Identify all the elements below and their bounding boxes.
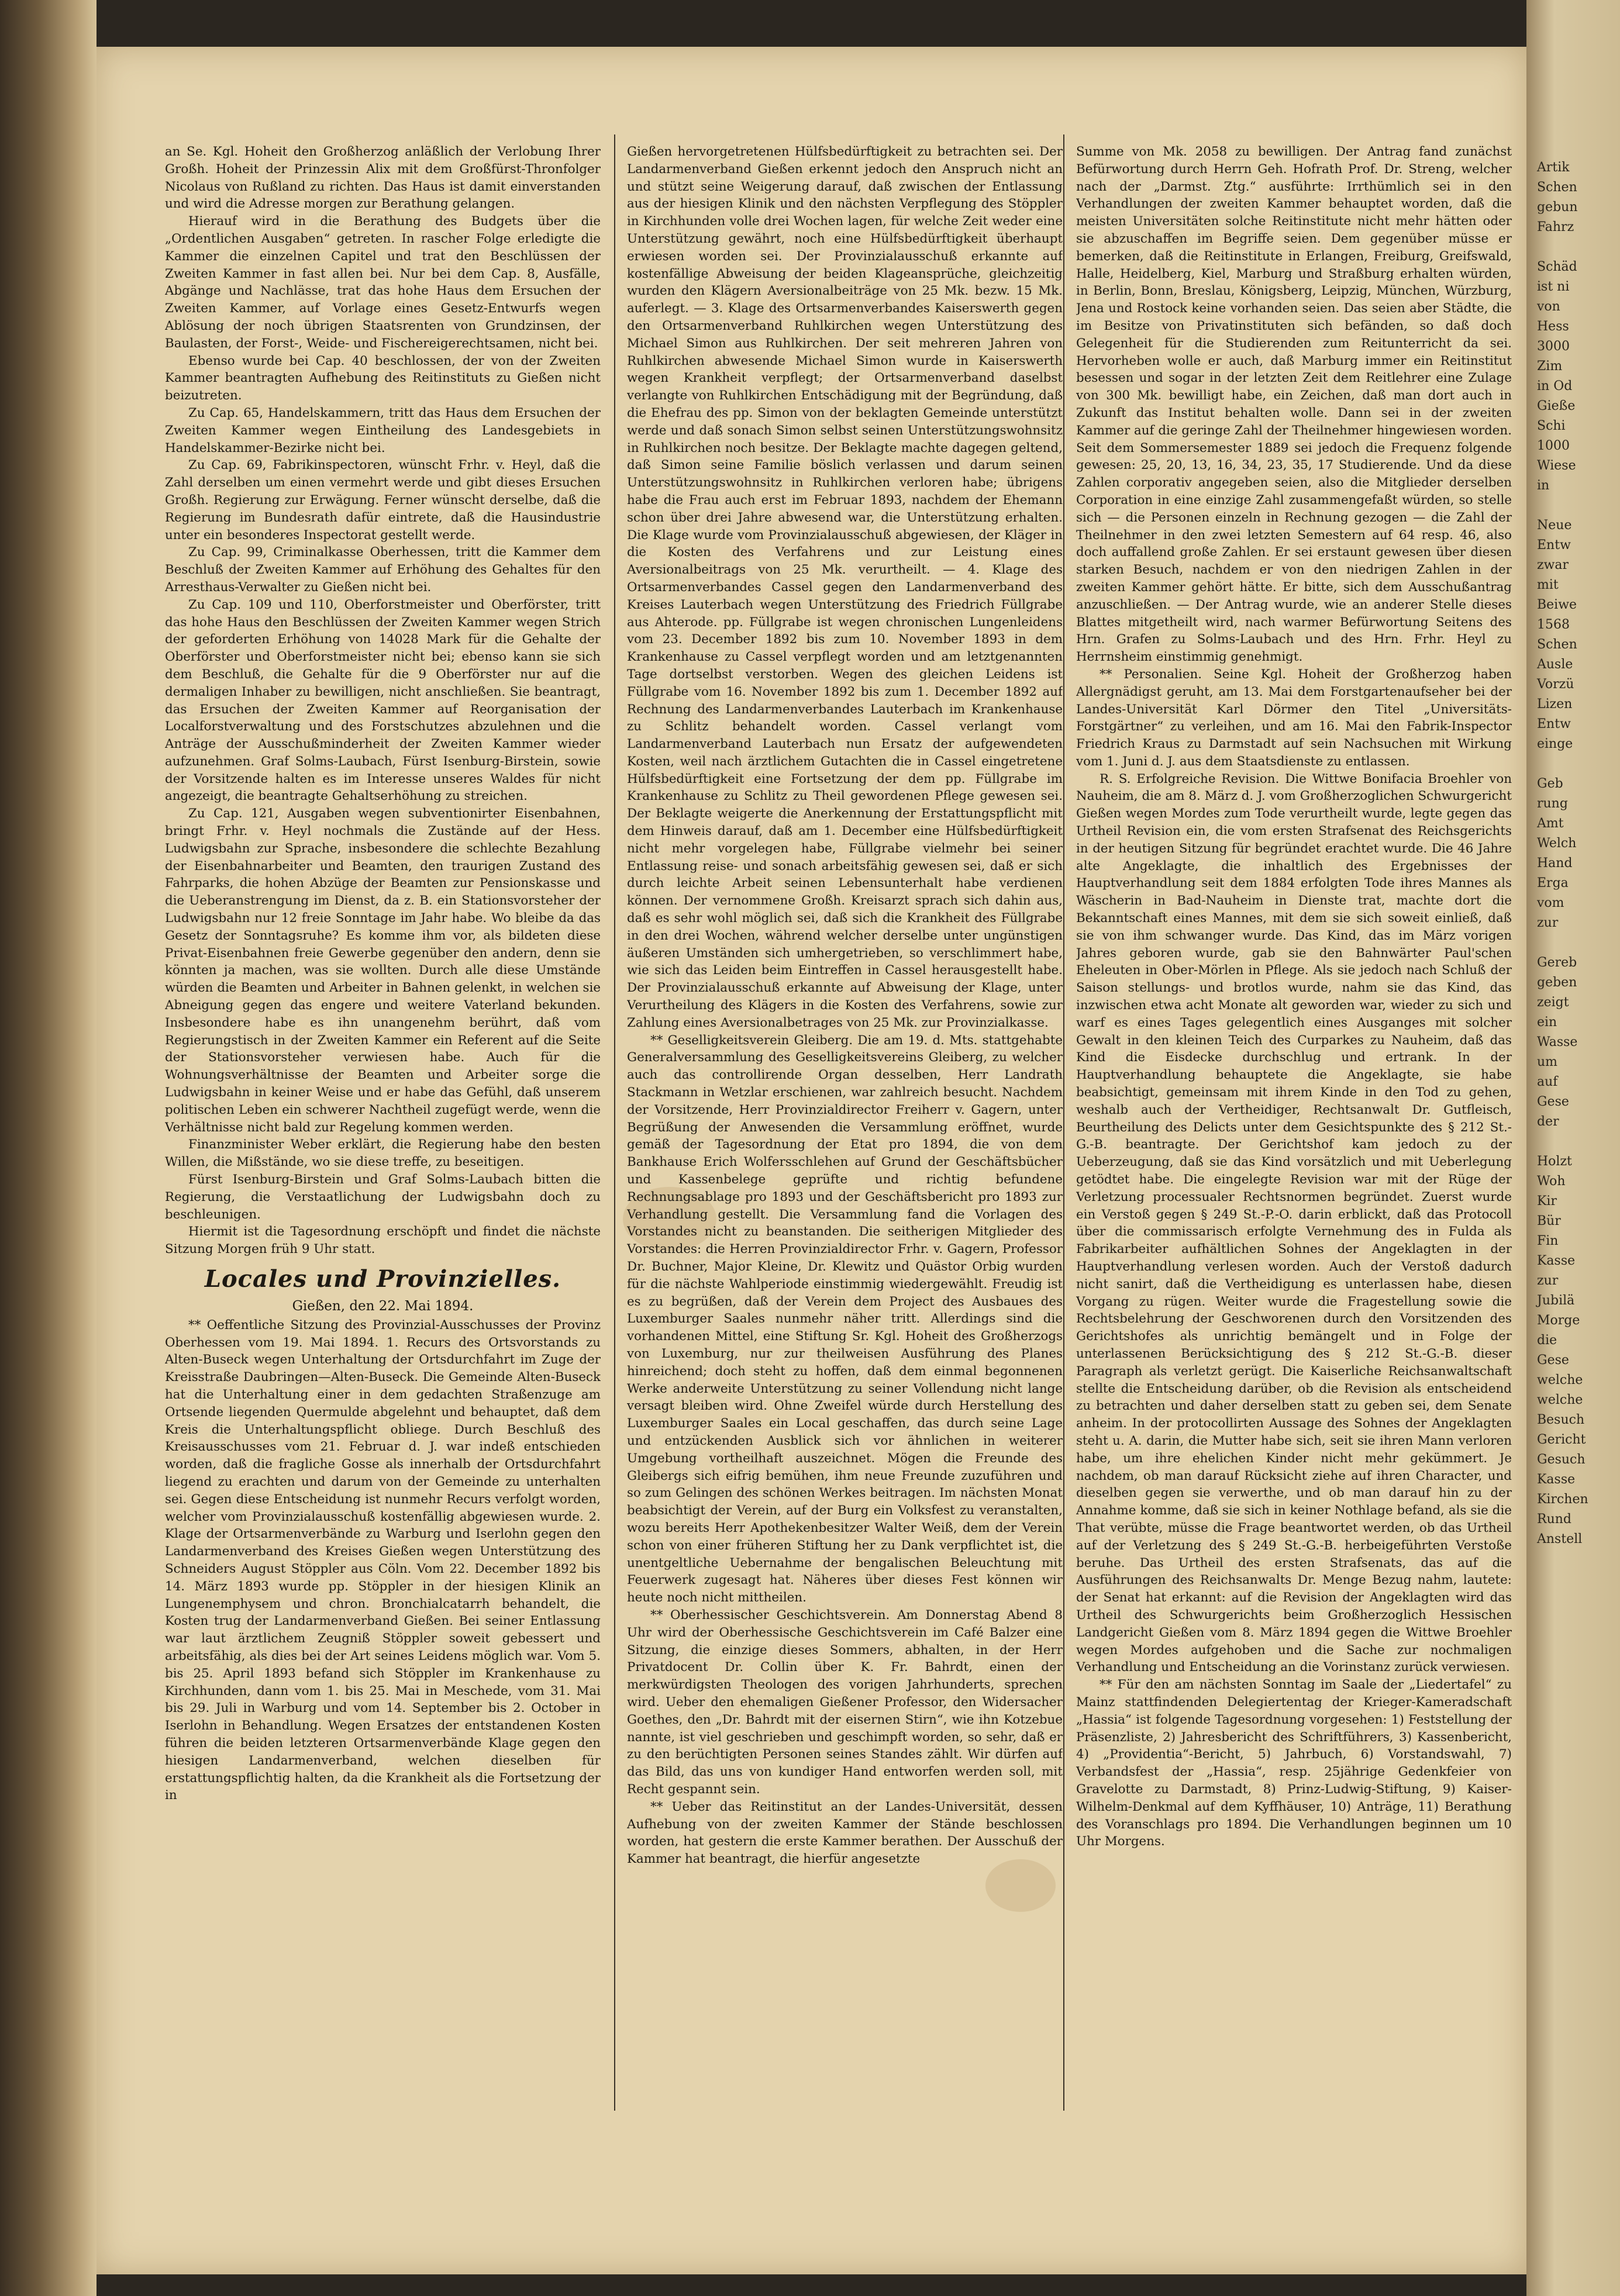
dateline: Gießen, den 22. Mai 1894. [292,1299,474,1314]
column-2 [627,143,1063,2096]
paragraph: Finanzminister Weber erklärt, die Regierung habe den besten Willen, die Mißstände, wo sie diese treffe, zu beseitigen. [165,1137,601,1170]
section-heading: Locales und Provinzielles. [204,1265,561,1293]
paragraph: ** Ueber das Reitinstitut an der Landes-Universität, dessen Aufhebung von der zweiten Kammer der Stände beschlossen worden, hat gestern die erste Kammer berathen. Der Ausschuß der Kammer hat beantragt, die hierfür angesetzte [627,1799,1063,1867]
paragraph: Zu Cap. 121, Ausgaben wegen subventionirter Eisenbahnen, bringt Frhr. v. Heyl nochmals die Zustände auf der Hess. Ludwigsbahn zur Sprache, insbesondere die schlechte Bezahlung der Eisenbahnarbeiter und Beamten, den traurigen Zustand des Fahrparks, die hohen Abzüge der Beamten zur Pensionskasse und die Ueberanstrengung im Dienst, da z. B. ein Stationsvorsteher der Ludwigsbahn nur 12 freie Sonntage im Jahr habe. Wo bleibe da das Gesetz der Sonntagsruhe? Es komme ihm vor, als bildeten diese Privat-Eisenbahnen freie Gewerbe gegenüber den andern, denn sie könnten ja machen, was sie wollten. Durch alle diese Umstände würden die Beamten und Arbeiter in Bahnen gelenkt, in welchen sie Abneigung gegen das engere und weitere Vaterland bekunden. Insbesondere habe es ihn unangenehm berührt, daß vom Regierungstisch in der Zweiten Kammer ein Referent auf die Seite der Stationsvorsteher verwiesen habe. Auch für die Wohnungsverhältnisse der Beamten und Arbeiter sorge die Ludwigsbahn in keiner Weise und er habe das Gefühl, daß unserem politischen Leben ein schwerer Nachtheil zugefügt werde, wenn die Verhältnisse nicht bald zur Regelung kommen werden. [165,806,601,1135]
column-3 [1076,143,1512,2079]
paragraph: Summe von Mk. 2058 zu bewilligen. Der Antrag fand zunächst Befürwortung durch Herrn Geh. Hofrath Prof. Dr. Streng, welcher nach der „Darmst. Ztg.“ ausführte: Irrthümlich sei in den Verhandlungen der zweiten Kammer behauptet worden, daß die meisten Universitäten solche Reitinstitute nicht mehr hätten oder sie abzuschaffen im Begriffe seien. Dem gegenüber müsse er bemerken, daß die Reitinstitute in Erlangen, Freiburg, Greifswald, Halle, Heidelberg, Kiel, Marburg und Straßburg erhalten würden, in Berlin, Bonn, Breslau, Königsberg, Leipzig, München, Würzburg, Jena und Rostock keine vorhanden seien. Das seien aber Städte, die im Besitze von Privatinstituten sich befänden, so daß doch Gelegenheit für die Studierenden zum Reitunterricht da sei. Hervorheben wolle er auch, daß Marburg immer ein Reitinstitut besessen und sogar in der letzten Zeit dem Reitlehrer eine Zulage von 300 Mk. bewilligt habe, ein Zeichen, daß man dort auch in Zukunft das Institut behalten wolle. Dann sei in der zweiten Kammer auf die geringe Zahl der Theilnehmer hingewiesen worden. Seit dem Sommersemester 1889 sei jedoch die Frequenz folgende gewesen: 25, 20, 13, 16, 34, 23, 35, 17 Studierende. Und da diese Zahlen corporativ angegeben seien, also die Mitglieder derselben Corporation in eine einzige Zahl zusammengefaßt würden, so stelle sich — die Personen einzeln in Rechnung gezogen — die Zahl der Theilnehmer in den zwei letzten Semestern auf 64 resp. 46, also doch auffallend große Zahlen. Er sei erstaunt gewesen über diesen starken Besuch, nachdem er von den niedrigen Zahlen in der zweiten Kammer gehört hätte. Er bitte, sich dem Ausschußantrag anzuschließen. — Der Antrag wurde, wie an anderer Stelle dieses Blattes mitgetheilt wird, nach warmer Befürwortung Seitens des Hrn. Grafen zu Solms-Laubach und des Hrn. Frhr. Heyl zu Herrnsheim einstimmig genehmigt. [1076,144,1512,665]
paragraph: Fürst Isenburg-Birstein und Graf Solms-Laubach bitten die Regierung, die Verstaatlichung der Ludwigsbahn doch zu beschleunigen. [165,1172,601,1222]
paragraph: Zu Cap. 65, Handelskammern, tritt das Haus dem Ersuchen der Zweiten Kammer wegen Eintheilung des Landesgebiets in Handelskammer-Bezirke nicht bei. [165,405,601,455]
paragraph: an Se. Kgl. Hoheit den Großherzog anläßlich der Verlobung Ihrer Großh. Hoheit der Prinzessin Alix mit dem Großfürst-Thronfolger Nicolaus von Rußland zu richten. Das Haus ist damit einverstanden und wird die Adresse morgen zur Berathung gelangen. [165,144,601,212]
book-binding [0,0,96,2296]
paragraph: ** Personalien. Seine Kgl. Hoheit der Großherzog haben Allergnädigst geruht, am 13. Mai dem Forstgartenaufseher bei der Landes-Universität Karl Dörmer den Titel „Universitäts-Forstgärtner“ zu verleihen, und am 16. Mai den Fabrik-Inspector Friedrich Kraus zu Darmstadt auf sein Nachsuchen mit Wirkung vom 1. Juni d. J. aus dem Staatsdienste zu entlassen. [1076,667,1512,769]
paragraph: Zu Cap. 99, Criminalkasse Oberhessen, tritt die Kammer dem Beschluß der Zweiten Kammer auf Erhöhung des Gehaltes für den Arresthaus-Verwalter zu Gießen nicht bei. [165,545,601,595]
paragraph: Ebenso wurde bei Cap. 40 beschlossen, der von der Zweiten Kammer beantragten Aufhebung des Reitinstituts zu Gießen nicht beizutreten. [165,353,601,403]
paragraph: Hiermit ist die Tagesordnung erschöpft und findet die nächste Sitzung Morgen früh 9 Uhr statt. [165,1224,601,1257]
paragraph: ** Oeffentliche Sitzung des Provinzial-Ausschusses der Provinz Oberhessen vom 19. Mai 1894. 1. Recurs des Ortsvorstands zu Alten-Buseck wegen Unterhaltung der Ortsdurchfahrt im Zuge der Kreisstraße Daubringen—Alten-Buseck. Die Gemeinde Alten-Buseck hat die Unterhaltung einer in dem gedachten Straßenzuge am Ortsende liegenden Quermulde abgelehnt und behauptet, daß dem Kreis die Unterhaltungspflicht obliege. Durch Beschluß des Kreisausschusses vom 21. Februar d. J. war indeß entschieden worden, daß die fragliche Gosse als innerhalb der Ortsdurchfahrt liegend zu erachten und darum von der Gemeinde zu unterhalten sei. Gegen diese Entscheidung ist nunmehr Recurs verfolgt worden, welcher vom Provinzialausschuß kostenfällig abgewiesen wurde. 2. Klage der Ortsarmenverbände zu Warburg und Iserlohn gegen den Landarmenverband des Kreises Gießen wegen Unterstützung des Schneiders August Stöppler aus Cöln. Vom 22. December 1892 bis 14. März 1893 wurde pp. Stöppler in der hiesigen Klinik an Lungenemphysem und chron. Bronchialcatarrh behandelt, die Kosten trug der Landarmenverband Gießen. Bei seiner Entlassung war laut ärztlichem Zeugniß Stöppler soweit gebessert und arbeitsfähig, als dies bei der Art seines Leidens möglich war. Vom 5. bis 25. April 1893 befand sich Stöppler im Krankenhause zu Kirchhunden, dann vom 1. bis 25. Mai in Meschede, vom 31. Mai bis 29. Juli in Warburg und vom 14. September bis 2. October in Iserlohn in Behandlung. Wegen Ersatzes der entstandenen Kosten führen die beiden letzteren Ortsarmenverbände Klage gegen den hiesigen Landarmenverband, welchen dieselben für erstattungspflichtig halten, da die Krankheit als die Fortsetzung der in [165,1317,601,1803]
column-1 [165,143,601,2114]
paragraph: Gießen hervorgetretenen Hülfsbedürftigkeit zu betrachten sei. Der Landarmenverband Gießen erkennt jedoch den Anspruch nicht an und stützt seine Weigerung darauf, daß zwischen der Entlassung aus der hiesigen Klinik und den nächsten Verpflegung des Stöppler in Kirchhunden volle drei Wochen lagen, für welche Zeit weder eine Unterstützung gewährt, noch eine Hülfsbedürftigkeit überhaupt erwiesen worden sei. Der Provinzialausschuß erkannte auf kostenfällige Abweisung der beiden Klageansprüche, gleichzeitig wurden den Klägern Aversionalbeiträge von 25 Mk. bezw. 15 Mk. auferlegt. — 3. Klage des Ortsarmenverbandes Kaiserswerth gegen den Ortsarmenverband Ruhlkirchen wegen Unterstützung des Michael Simon aus Ruhlkirchen. Der seit mehreren Jahren von Ruhlkirchen abwesende Michael Simon wurde in Kaiserswerth wegen Krankheit verpflegt; der Ortsarmenverband daselbst verlangte von Ruhlkirchen Entschädigung mit der Begründung, daß die Ehefrau des pp. Simon von der beklagten Gemeinde unterstützt werde und daß sonach Simon selbst seinen Unterstützungswohnsitz in Ruhlkirchen noch besitze. Der Beklagte machte dagegen geltend, daß Simon seine Familie böslich verlassen und darum seinen Unterstützungswohnsitz in Ruhlkirchen verloren habe; übrigens habe die Frau auch erst im Februar 1893, nachdem der Ehemann schon über drei Jahre abwesend war, die Unterstützung erhalten. Die Klage wurde vom Provinzialausschuß abgewiesen, der Kläger in die Kosten des Verfahrens und zur Leistung eines Aversionalbeitrags von 25 Mk. verurtheilt. — 4. Klage des Ortsarmenverbandes Cassel gegen den Landarmenverband des Kreises Lauterbach wegen Unterstützung des Friedrich Füllgrabe aus Ahterode. pp. Füllgrabe ist wegen chronischen Lungenleidens vom 23. December 1892 bis zum 10. November 1893 in dem Krankenhause zu Cassel verpflegt worden und am letztgenannten Tage dortselbst verstorben. Wegen des gleichen Leidens ist Füllgrabe vom 16. November 1892 bis zum 1. December 1892 auf Rechnung des Landarmenverbandes Lauterbach im Krankenhause zu Schlitz behandelt worden. Cassel verlangt vom Landarmenverband Lauterbach nun Ersatz der aufgewendeten Kosten, weil nach ärztlichem Gutachten die in Cassel eingetretene Hülfsbedürftigkeit eine Fortsetzung der dem pp. Füllgrabe im Krankenhause zu Schlitz zu Theil gewordenen Pflege gewesen sei. Der Beklagte weigerte die Anerkennung der Erstattungspflicht mit dem Hinweis darauf, daß am 1. December eine Hülfsbedürftigkeit nicht mehr vorgelegen habe, Füllgrabe vielmehr bei seiner Entlassung reise- und sonach arbeitsfähig gewesen sei, daß er sich durch leichte Arbeit seinen Lebensunterhalt habe verdienen können. Der vernommene Großh. Kreisarzt sprach sich dahin aus, daß es sehr wohl möglich sei, daß sich die Krankheit des Füllgrabe in den drei Wochen, während welcher derselbe unter ungünstigen äußeren Umständen sich umhergetrieben, so verschlimmert habe, wie sich das Leiden beim Eintreffen in Cassel herausgestellt habe. Der Provinzialausschuß erkannte auf Abweisung der Klage, unter Verurtheilung des Klägers in die Kosten des Verfahrens, sowie zur Zahlung eines Aversionalbetrages von 25 Mk. zur Provinzialkasse. [627,144,1063,1030]
column-rule [1063,134,1064,2111]
paragraph: ** Für den am nächsten Sonntag im Saale der „Liedertafel“ zu Mainz stattfindenden Delegiertentag der Krieger-Kameradschaft „Hassia“ ist folgende Tagesordnung vorgesehen: 1) Feststellung der Präsenzliste, 2) Jahresbericht des Schriftführers, 3) Kassenbericht, 4) „Providentia“-Bericht, 5) Jahrbuch, 6) Vorstandswahl, 7) Verbandsfest der „Hassia“, resp. 25jährige Gedenkfeier von Gravelotte zu Darmstadt, 8) Prinz-Ludwig-Stiftung, 9) Kaiser-Wilhelm-Denkmal auf dem Kyffhäuser, 10) Anträge, 11) Berathung des Voranschlags pro 1894. Die Verhandlungen beginnen um 10 Uhr Morgens. [1076,1677,1512,1849]
paragraph: ** Oberhessischer Geschichtsverein. Am Donnerstag Abend 8 Uhr wird der Oberhessische Geschichtsverein im Café Balzer eine Sitzung, die einzige dieses Sommers, abhalten, in der Herr Privatdocent Dr. Collin über K. Fr. Bahrdt, einen der merkwürdigsten Theologen des vorigen Jahrhunderts, sprechen wird. Ueber den ehemaligen Gießener Professor, den Widersacher Goethes, den „Dr. Bahrdt mit der eisernen Stirn“, wie ihn Kotzebue nannte, ist viel geschrieben und geschimpft worden, so sehr, daß er zu den berüchtigten Personen seines Standes zählt. Wir dürfen auf das Bild, das uns von kundiger Hand entworfen werden soll, mit Recht gespannt sein. [627,1607,1063,1797]
facing-page-text: Artik Schen gebun Fahrz Schäd ist ni von Hess 3000 Zim in Od Gieße Schi 1000 Wiese in Neue Entw zwar mit Beiwe 1568 Schen Ausle Vorzü Lizen Entw einge Geb rung Amt Welch Hand Erga vom zur Gereb geben zeigt ein Wasse um auf Gese der Holzt Woh Kir Bür Fin Kasse zur Jubilä Morge die Gese welche welche Besuch Gericht Gesuch Kasse Kirchen Rund Anstell [1537,160,1588,1546]
facing-page-edge [1526,0,1620,2296]
column-rule [614,134,615,2111]
paragraph: R. S. Erfolgreiche Revision. Die Wittwe Bonifacia Broehler von Nauheim, die am 8. März d. J. vom Großherzoglichen Schwurgericht Gießen wegen Mordes zum Tode verurtheilt wurde, legte gegen das Urtheil Revision ein, die vom ersten Strafsenat des Reichsgerichts in der heutigen Sitzung für begründet erachtet wurde. Die 46 Jahre alte Angeklagte, die inhaltlich des Ergebnisses der Hauptverhandlung seit dem 1884 erfolgten Tode ihres Mannes als Wäscherin in Bad-Nauheim in Dienste trat, machte dort die Bekanntschaft eines Mannes, mit dem sie sich soweit einließ, daß sie von ihm schwanger wurde. Das Kind, das im März vorigen Jahres geboren wurde, gab sie den Bahnwärter Paul'schen Eheleuten in Ober-Mörlen in Pflege. Als sie jedoch nach Schluß der Saison stellungs- und brotlos wurde, nahm sie das Kind, das inzwischen etwa acht Monate alt geworden war, wieder zu sich und warf es eines Tages gelegentlich eines Ausganges mit solcher Gewalt in den kleinen Teich des Curparkes zu Nauheim, daß das Kind die Eisdecke durchschlug und ertrank. In der Hauptverhandlung behauptete die Angeklagte, sie habe beabsichtigt, gemeinsam mit ihrem Kinde in den Tod zu gehen, weshalb auch der Vertheidiger, Rechtsanwalt Dr. Gutfleisch, Beurtheilung des Delicts unter dem Gesichtspunkte des § 212 St.-G.-B. beantragte. Der Gerichtshof kam jedoch zu der Ueberzeugung, daß sie das Kind vorsätzlich und mit Ueberlegung getödtet habe. Die eingelegte Revision war mit der Rüge der Verletzung processualer Rechtsnormen begründet. Zuerst wurde ein Verstoß gegen § 249 St.-P.-O. darin erblickt, daß das Protocoll über die commissarisch erfolgte Vernehmung des in Fulda als Fabrikarbeiter aufhältlichen Sohnes der Angeklagten in der Hauptverhandlung verlesen worden. Auch der Verstoß dadurch nicht sanirt, daß die Vertheidigung es unterlassen habe, diesen Vorgang zu rügen. Weiter wurde die Fragestellung sowie die Rechtsbelehrung der Geschworenen durch den Vorsitzenden des Gerichtshofes als unrichtig bemängelt und in Folge der unterlassenen Berücksichtigung des § 212 St.-G.-B. dieser Paragraph als verletzt gerügt. Die Kaiserliche Reichsanwaltschaft stellte die Entscheidung darüber, ob die Revision als entscheidend zu betrachten und daher derselben statt zu geben sei, dem Senate anheim. In der protocollirten Aussage des Sohnes der Angeklagten steht u. A. darin, die Mutter habe sich, seit sie ihren Mann verloren habe, um ihre ehelichen Kinder nicht mehr gekümmert. Je nachdem, ob man darauf Rücksicht ziehe auf ihren Character, und dieselben gegen sie verwerthe, und ob man darauf hin zu der Annahme komme, daß sie sich in keiner Nothlage befand, als sie die That verübte, müsse die Frage beantwortet werden, ob das Urtheil auf der Verletzung des § 249 St.-G.-B. herbeigeführten Verstoße beruhe. Das Urtheil des ersten Strafsenats, das auf die Ausführungen des Reichsanwalts Dr. Menge Bezug nahm, lautete: der Senat hat erkannt: auf die Revision der Angeklagten wird das Urtheil des Schwurgerichts beim Großherzoglich Hessischen Landgericht Gießen vom 8. März 1894 gegen die Wittwe Broehler wegen Mordes aufgehoben und die Sache zur nochmaligen Verhandlung und Entscheidung an die Vorinstanz zurück verwiesen. [1076,771,1512,1675]
paragraph: Zu Cap. 109 und 110, Oberforstmeister und Oberförster, tritt das hohe Haus den Beschlüssen der Zweiten Kammer wegen Strich der geforderten Erhöhung von 14028 Mark für die Gehalte der Oberförster und Oberforstmeister nicht bei; ebenso kann sie sich dem Beschluß, die Gehalte für die 9 Oberförster nur auf die dermaligen Inhaber zu bewilligen, nicht anschließen. Sie beantragt, das Ersuchen der Zweiten Kammer auf Reorganisation der Localforstverwaltung und des Forstschutzes abzulehnen und die Anträge der Ausschußminderheit der Zweiten Kammer wieder aufzunehmen. Graf Solms-Laubach, Fürst Isenburg-Birstein, sowie der Vorsitzende halten es im Interesse unseres Waldes für nicht angezeigt, die beantragte Gehaltserhöhung zu streichen. [165,597,601,804]
paragraph: Hierauf wird in die Berathung des Budgets über die „Ordentlichen Ausgaben“ getreten. In rascher Folge erledigte die Kammer die einzelnen Capitel und trat den Beschlüssen der Zweiten Kammer in fast allen bei. Nur bei dem Cap. 8, Ausfälle, Abgänge und Nachlässe, trat das hohe Haus dem Ersuchen der Zweiten Kammer, auf Vorlage eines Gesetz-Entwurfs wegen Ablösung der noch übrigen Staatsrenten von Grundzinsen, der Baulasten, der Forst-, Weide- und Fischereigerechtsamen, nicht bei. [165,214,601,351]
paragraph: ** Geselligkeitsverein Gleiberg. Die am 19. d. Mts. stattgehabte Generalversammlung des Geselligkeitsvereins Gleiberg, zu welcher auch das controllirende Organ desselben, Herr Landrath Stackmann in Wetzlar erschienen, war zahlreich besucht. Nachdem der Vorsitzende, Herr Provinzialdirector Freiherr v. Gagern, unter Begrüßung der Anwesenden die Versammlung eröffnet, wurde gemäß der Tagesordnung der Etat pro 1894, die von dem Bankhause Erich Wolfersschlehen auf Grund der Geschäftsbücher und Kassenbelege geprüfte und richtig befundene Rechnungsablage pro 1893 und der Geschäftsbericht pro 1893 zur Verhandlung gestellt. Die Versammlung fand die Vorlagen des Vorstandes nicht zu beanstanden. Die seitherigen Mitglieder des Vorstandes: die Herren Provinzialdirector Frhr. v. Gagern, Professor Dr. Buchner, Major Kleine, Dr. Klewitz und Quästor Orbig wurden für die nächste Wahlperiode einstimmig wiedergewählt. Freudig ist es zu begrüßen, daß der Verein dem Project des Ausbaues des Luxemburger Saales nunmehr näher tritt. Allerdings sind die vorhandenen Mittel, eine Stiftung Sr. Kgl. Hoheit des Großherzogs von Luxemburg, nur zur theilweisen Ausführung des Planes hinreichend; doch steht zu hoffen, daß dem einmal begonnenen Werke anderweite Unterstützung zu seiner Vollendung nicht lange versagt bleiben wird. Ohne Zweifel würde durch Herstellung des Luxemburger Saales ein Local geschaffen, das durch seine Lage und entzückenden Ausblick sich vor ähnlichen in weiterer Umgebung vortheilhaft auszeichnet. Mögen die Freunde des Gleibergs sich eifrig bemühen, ihm neue Freunde zuzuführen und so zum Gelingen des schönen Werkes beitragen. Im nächsten Monat beabsichtigt der Verein, auf der Burg ein Volksfest zu veranstalten, wozu bereits Herr Apothekenbesitzer Walter Weiß, dem der Verein schon von einer früheren Stiftung her zu Dank verpflichtet ist, die unentgeltliche Uebernahme der bengalischen Beleuchtung mit Feuerwerk zugesagt hat. Näheres über dieses Fest können wir heute noch nicht mittheilen. [627,1033,1063,1606]
paragraph: Zu Cap. 69, Fabrikinspectoren, wünscht Frhr. v. Heyl, daß die Zahl derselben um einen vermehrt werde und gibt dieses Ersuchen Großh. Regierung zur Erwägung. Ferner wünscht derselbe, daß die Regierung im Bundesrath dafür eintrete, daß die Hausindustrie unter ein besonderes Inspectorat gestellt werde. [165,458,601,543]
